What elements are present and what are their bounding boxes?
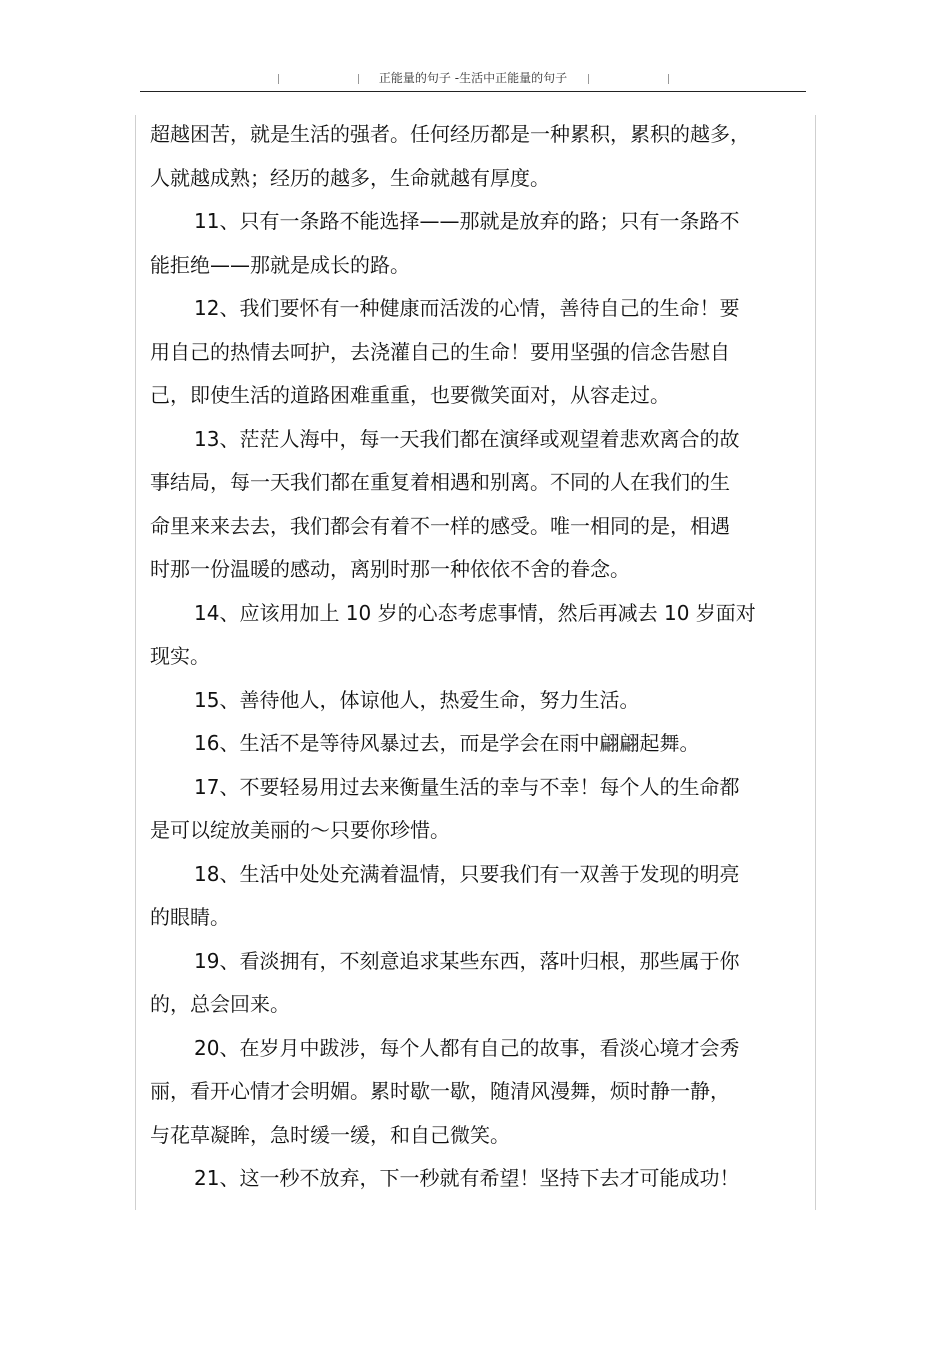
header-tick-right-outer bbox=[668, 74, 669, 84]
paragraph-line: 13、茫茫人海中，每一天我们都在演绎或观望着悲欢离合的故 bbox=[194, 426, 740, 451]
paragraph bbox=[150, 418, 800, 592]
header-tick-right-inner bbox=[588, 74, 589, 84]
paragraph bbox=[150, 287, 800, 418]
paragraph bbox=[150, 592, 800, 679]
paragraph-line: 的，总会回来。 bbox=[150, 992, 290, 1016]
paragraph-line: 己，即使生活的道路困难重重，也要微笑面对，从容走过。 bbox=[150, 383, 670, 407]
paragraph-line: 丽，看开心情才会明媚。累时歇一歇，随清风漫舞，烦时静一静， bbox=[150, 1079, 730, 1103]
paragraph-line: 11、只有一条路不能选择——那就是放弃的路；只有一条路不 bbox=[194, 209, 740, 233]
paragraph bbox=[150, 940, 800, 1027]
paragraph-line: 21、这一秒不放弃，下一秒就有希望！坚持下去才可能成功！ bbox=[194, 1166, 740, 1190]
paragraph-line: 是可以绽放美丽的～只要你珍惜。 bbox=[150, 818, 450, 842]
paragraph-line: 15、善待他人，体谅他人，热爱生命，努力生活。 bbox=[194, 687, 640, 712]
paragraph-line: 17、不要轻易用过去来衡量生活的幸与不幸！每个人的生命都 bbox=[194, 774, 740, 799]
paragraph bbox=[150, 113, 800, 200]
header-rule bbox=[140, 91, 806, 92]
paragraph-line: 19、看淡拥有，不刻意追求某些东西，落叶归根，那些属于你 bbox=[194, 948, 740, 973]
paragraph-line: 12、我们要怀有一种健康而活泼的心情，善待自己的生命！要 bbox=[194, 296, 740, 320]
paragraph bbox=[150, 1157, 800, 1201]
page-header bbox=[140, 68, 806, 92]
paragraph-line: 命里来来去去，我们都会有着不一样的感受。唯一相同的是，相遇 bbox=[150, 513, 730, 538]
right-margin-line bbox=[815, 115, 816, 1210]
paragraph bbox=[150, 766, 800, 853]
paragraph bbox=[150, 853, 800, 940]
header-title: 正能量的句子 -生活中正能量的句子 bbox=[378, 71, 568, 85]
paragraph-line: 用自己的热情去呵护，去浇灌自己的生命！要用坚强的信念告慰自 bbox=[150, 339, 730, 364]
paragraph bbox=[150, 679, 800, 723]
paragraph bbox=[150, 722, 800, 766]
paragraph-line: 人就越成熟；经历的越多，生命就越有厚度。 bbox=[150, 165, 550, 190]
paragraph-line: 20、在岁月中跋涉，每个人都有自己的故事，看淡心境才会秀 bbox=[194, 1035, 740, 1060]
paragraph-line: 事结局，每一天我们都在重复着相遇和别离。不同的人在我们的生 bbox=[150, 470, 730, 494]
document-body bbox=[150, 113, 800, 1201]
paragraph-line: 超越困苦，就是生活的强者。任何经历都是一种累积，累积的越多， bbox=[150, 122, 750, 146]
paragraph-line: 现实。 bbox=[150, 644, 210, 668]
paragraph-line: 能拒绝——那就是成长的路。 bbox=[150, 252, 410, 277]
paragraph-line: 18、生活中处处充满着温情，只要我们有一双善于发现的明亮 bbox=[194, 861, 740, 886]
left-margin-line bbox=[135, 115, 136, 1210]
paragraph-line: 的眼睛。 bbox=[150, 905, 230, 929]
paragraph-line: 时那一份温暖的感动，离别时那一种依依不舍的眷念。 bbox=[150, 557, 630, 581]
paragraph-line: 与花草凝眸，急时缓一缓，和自己微笑。 bbox=[150, 1122, 510, 1147]
paragraph-line: 16、生活不是等待风暴过去，而是学会在雨中翩翩起舞。 bbox=[194, 731, 700, 755]
paragraph bbox=[150, 200, 800, 287]
paragraph-line: 14、应该用加上 10 岁的心态考虑事情，然后再减去 10 岁面对 bbox=[194, 600, 756, 625]
paragraph bbox=[150, 1027, 800, 1158]
